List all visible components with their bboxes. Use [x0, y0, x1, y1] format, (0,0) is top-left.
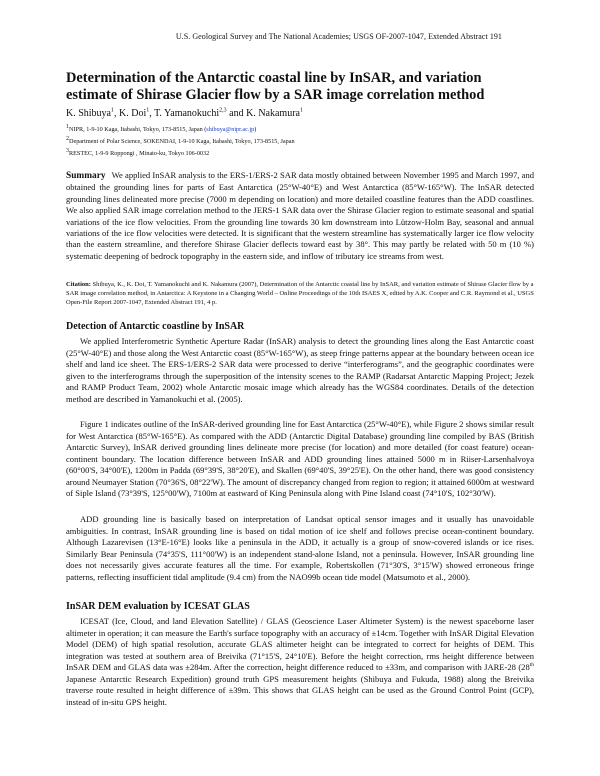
author-name: K. Nakamura: [246, 108, 300, 119]
citation-label: Citation:: [66, 281, 91, 288]
author-name: T. Yamanokuchi: [154, 108, 220, 119]
paper-title: Determination of the Antarctic coastal line by InSAR, and variation estimate of Shirase Glacier flow by a SAR image correlation method: [66, 70, 485, 103]
author-affiliation-mark: 1: [111, 107, 114, 114]
affiliation-mark: 1: [66, 123, 69, 130]
summary-label: Summary: [66, 171, 106, 181]
affiliation-mark: 2: [66, 135, 69, 142]
body-paragraph: We applied Interferometric Synthetic Aperture Radar (InSAR) analysis to detect the grounding lines along the East Antarctic coast (25°W-40°E) and those along the West Antarctic coast (85°W-165°W), as steep fringe patterns appear at the boundary between ocean ice shelf and land ice sheet. The ERS-1/ERS-2 SAR data were processed to derive “interferograms”, and the geographic coordinates were given to the interferograms through the superposition of the intensity scenes to the RAMP (Radarsat Antarctic Mapping Project; Jezek and RAMP Product Team, 2002) whole Antarctic mosaic image which already has the WGS84 coordinates. Details of the detection method are described in Yamanokuchi et al. (2005).: [66, 336, 535, 404]
affiliation-text: Department of Polar Science, SOKENDAI, 1-9-10 Kaga, Itabashi, Tokyo, 173-8515, Japan: [69, 138, 295, 145]
author-affiliation-mark: 1: [299, 107, 303, 114]
running-head: U.S. Geological Survey and The National Academies; USGS OF-2007-1047, Extended Abstract 191: [175, 32, 502, 41]
summary-block: [66, 170, 534, 262]
section-heading: InSAR DEM evaluation by ICESAT GLAS: [66, 601, 250, 612]
author-separator: ,: [149, 108, 155, 119]
section-heading: Detection of Antarctic coastline by InSAR: [66, 321, 245, 332]
affiliation: [66, 147, 210, 158]
ordinal-suffix: th: [529, 662, 534, 669]
author-conjunction: and: [226, 108, 247, 119]
affiliation-text: NIPR, 1-9-10 Kaga, Itabashi, Tokyo, 173-8515, Japan (: [69, 126, 207, 133]
affiliation-mark: 3: [66, 147, 69, 154]
author-name: K. Shibuya: [66, 108, 111, 119]
author-separator: ,: [114, 108, 119, 119]
affiliation: [66, 123, 257, 134]
affiliation-text: RESTEC, 1-9-9 Roppongi , Minato-ku, Tokyo 106-0032: [69, 150, 210, 157]
citation-text: Shibuya, K., K. Doi, T. Yamanokuchi and K. Nakamura (2007), Determination of the Antarctic coastal line by InSAR, and variation estimate of Shirase Glacier flow by a SAR image correlation method, in Antarctica: A Keystone in a Changing World – Online Proceedings of the 10th ISAES X, edited by A.K. Cooper and C.R. Raymond et al., USGS Open-File Report 2007-1047, Extended Abstract 191, 4 p.: [66, 281, 534, 306]
author-name: K. Doi: [119, 108, 147, 119]
affiliation: [66, 135, 295, 146]
paragraph-text: ICESAT (Ice, Cloud, and land Elevation Satellite) / GLAS (Geoscience Laser Altimeter System) is the newest spaceborne laser altimeter in operation; it can measure the Earth's surface topography with an accuracy of ±14cm. Together with InSAR Digital Elevation Model (DEM) of high spatial resolution, accurate GLAS altimeter height can be integrated to correct for heights of DEM. This integration was tested at southern area of Breivika (71°15'S, 24°10'E). Before the height correction, rms height difference between InSAR DEM and GLAS data was ±284m. After the correction, height difference reduced to ±33m, and comparison with JARE-28 (28: [66, 616, 534, 673]
author-email-link[interactable]: shibuya@nipr.ac.jp: [206, 126, 255, 133]
citation-block: [66, 280, 534, 307]
body-paragraph: [66, 616, 534, 708]
paragraph-text: Japanese Antarctic Research Expedition) ground truth GPS measurement heights (Shibuya and Fukuda, 1988) along the Breivika traverse route resulted in height difference of ±39m. This shows that GLAS height can be used as the Ground Control Point (GCP), instead of in-situ GPS height.: [66, 673, 534, 707]
affiliation-close: ): [254, 126, 257, 133]
body-paragraph: ADD grounding line is basically based on interpretation of Landsat optical sensor images and it usually has unavoidable ambiguities. In contrast, InSAR grounding line is based on tidal motion of ice shelf and follows precise ocean-continent boundary. Although Lazarevisen (13°E-16°E) looks like a peninsula in the ADD, it actually is a group of snow-covered islands or ice rises. Similarly Bear Peninsula (74°35'S, 111°00'W) is an independent stand-alone Island, not a peninsula. However, InSAR grounding line does not necessarily gives accurate features all the time. For example, Robertskollen (71°30'S, 3°15'W) showed erroneous fringe patterns, reflecting insufficient tidal amplitude (9.4 cm) from the NAO99b ocean tide model (Matsumoto et al., 2000).: [66, 514, 534, 582]
author-affiliation-mark: 2,3: [219, 107, 227, 114]
author-affiliation-mark: 1: [146, 107, 150, 114]
body-paragraph: Figure 1 indicates outline of the InSAR-derived grounding line for East Antarctica (25°W-40°E), while Figure 2 shows similar result for West Antarctica (85°W-165°E). As compared with the ADD (Antarctic Digital Database) grounding line compiled by BAS (British Antarctic Survey), InSAR derived grounding lines delineate more precise (for location) and more detailed (for coast feature) ocean-continent boundary. The location difference between InSAR and ADD grounding lines attained 5000 m in Riiser-Larsenhalvoya (60°00'S, 34°00'E), 1200m in Padda (69°39'S, 38°20'E), and Skallen (69°40'S, 39°25'E). On the other hand, there was good consistency around Neumayer Station (70°36'S, 08°22'W). The amount of discrepancy changed from region to region; it attained 6000m at westward of Siple Island (73°39'S, 125°00'W), 7100m at eastward of King Peninsula along with Pine Island coast (74°10'S, 102°30'W).: [66, 419, 534, 499]
summary-text: We applied InSAR analysis to the ERS-1/ERS-2 SAR data mostly obtained between November 1995 and March 1997, and obtained the grounding lines for parts of East Antarctica (25°W-40°E) and West Antarctica (85°W-165°W). The InSAR detected grounding lines delineated more precise (7000 m depending on location) and more detailed coastline features than the ADD coastlines. We also applied SAR image correlation method to the JERS-1 SAR data over the Shirase Glacier region to estimate seasonal and spatial variations of the ice flow velocities. From the grounding line towards 30 km downstream into Lützow-Holm Bay, seasonal and annual variations of the ice flow velocities were detected. It is significant that the western streamline has systematically larger ice flow velocity than the eastern streamline, and therefore Shirase Glacier deflects toward east by 38°. This may partly be related with 50 m (10 %) systematic deepening of bedrock topography in the eastern side, and inflow of tributary ice streams from west.: [66, 170, 534, 261]
author-list: [66, 108, 303, 119]
